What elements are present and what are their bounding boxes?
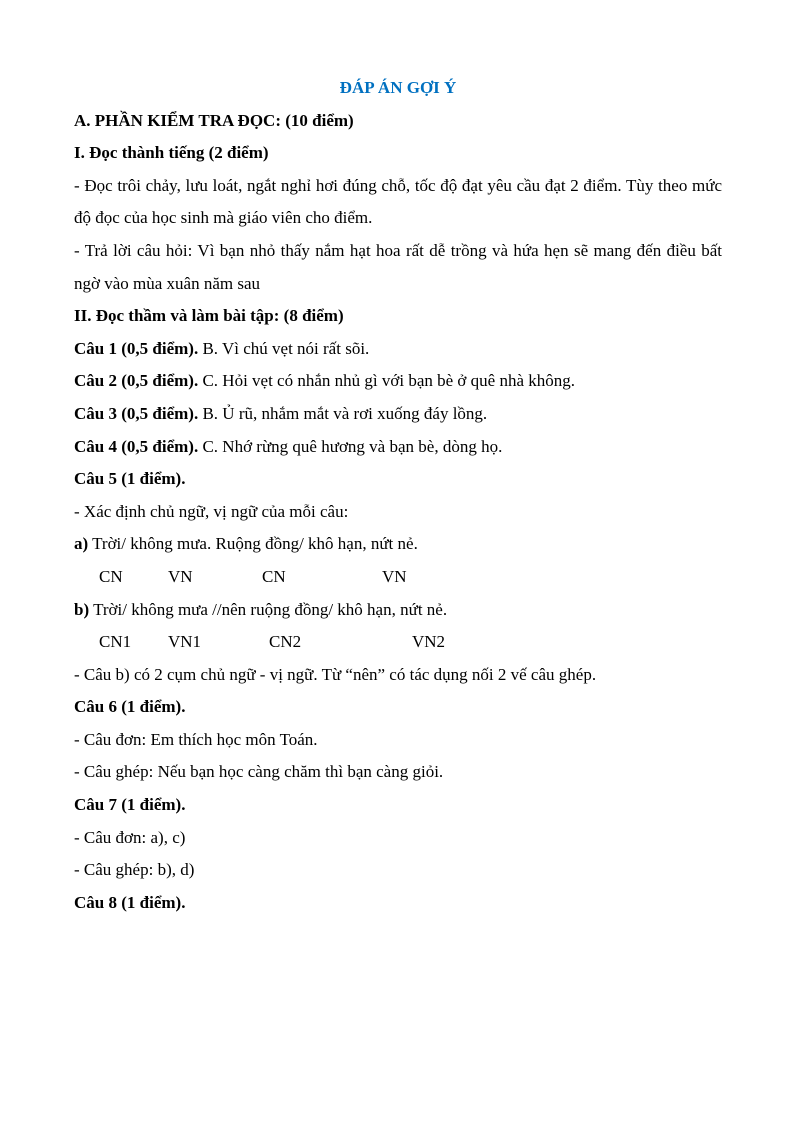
grammar-mark: CN bbox=[99, 566, 123, 586]
heading-part-2: II. Đọc thầm và làm bài tập: (8 điểm) bbox=[74, 306, 344, 326]
answer-cau-4 bbox=[74, 431, 722, 464]
answer-cau-2-text: C. Hỏi vẹt có nhắn nhủ gì với bạn bè ở quê nhà không. bbox=[198, 371, 576, 391]
answer-cau-1-text: B. Vì chú vẹt nói rất sõi. bbox=[198, 338, 370, 358]
cau-6-line-2: - Câu ghép: Nếu bạn học càng chăm thì bạn càng giỏi. bbox=[74, 762, 444, 782]
answer-cau-2-label: Câu 2 (0,5 điểm). bbox=[74, 371, 199, 391]
cau-5-sentence-a bbox=[74, 528, 722, 561]
cau-5-note: - Câu b) có 2 cụm chủ ngữ - vị ngữ. Từ “nên” có tác dụng nối 2 vế câu ghép. bbox=[74, 664, 597, 684]
cau-7-line-1: - Câu đơn: a), c) bbox=[74, 827, 186, 847]
grammar-mark: CN bbox=[262, 566, 286, 586]
answer-cau-6-label: Câu 6 (1 điểm). bbox=[74, 697, 186, 717]
cau-5-a-label: a) bbox=[74, 534, 89, 554]
answer-cau-7-label: Câu 7 (1 điểm). bbox=[74, 795, 186, 815]
grammar-mark: VN2 bbox=[412, 632, 446, 652]
para-reading-fluency: - Đọc trôi chảy, lưu loát, ngắt nghỉ hơi đúng chỗ, tốc độ đạt yêu cầu đạt 2 điểm. Tùy theo mức độ đọc của học sinh mà giáo viên cho điểm. bbox=[74, 175, 722, 228]
grammar-mark: VN bbox=[168, 566, 193, 586]
cau-5-a-text: Trời/ không mưa. Ruộng đồng/ khô hạn, nứt nẻ. bbox=[88, 534, 418, 554]
heading-part-1: I. Đọc thành tiếng (2 điểm) bbox=[74, 143, 269, 163]
cau-5-sentence-b bbox=[74, 594, 722, 627]
answer-cau-3-text: B. Ủ rũ, nhắm mắt và rơi xuống đáy lồng. bbox=[198, 403, 488, 423]
doc-title: ĐÁP ÁN GỢI Ý bbox=[339, 78, 457, 97]
para-reading-answer: - Trả lời câu hỏi: Vì bạn nhỏ thấy nắm hạt hoa rất dễ trồng và hứa hẹn sẽ mang đến điều bất ngờ vào mùa xuân năm sau bbox=[74, 240, 722, 293]
answer-cau-3-label: Câu 3 (0,5 điểm). bbox=[74, 403, 199, 423]
answer-cau-4-text: C. Nhớ rừng quê hương và bạn bè, dòng họ. bbox=[198, 436, 503, 456]
answer-cau-3 bbox=[74, 398, 722, 431]
answer-cau-8-label: Câu 8 (1 điểm). bbox=[74, 892, 186, 912]
answer-cau-1 bbox=[74, 333, 722, 366]
cau-5-a-marks-row bbox=[74, 561, 722, 594]
cau-7-line-2: - Câu ghép: b), d) bbox=[74, 860, 195, 880]
grammar-mark: VN1 bbox=[168, 632, 202, 652]
answer-cau-2 bbox=[74, 365, 722, 398]
grammar-mark: CN2 bbox=[269, 632, 302, 652]
answer-cau-5-label: Câu 5 (1 điểm). bbox=[74, 469, 186, 489]
cau-5-intro: - Xác định chủ ngữ, vị ngữ của mỗi câu: bbox=[74, 501, 349, 521]
grammar-mark: VN bbox=[382, 566, 407, 586]
cau-6-line-1: - Câu đơn: Em thích học môn Toán. bbox=[74, 729, 318, 749]
cau-5-b-marks-row bbox=[74, 626, 722, 659]
grammar-mark: CN1 bbox=[99, 632, 132, 652]
answer-cau-4-label: Câu 4 (0,5 điểm). bbox=[74, 436, 199, 456]
answer-cau-1-label: Câu 1 (0,5 điểm). bbox=[74, 338, 199, 358]
cau-5-b-text: Trời/ không mưa //nên ruộng đồng/ khô hạn, nứt nẻ. bbox=[89, 599, 448, 619]
heading-section-a: A. PHẦN KIỂM TRA ĐỌC: (10 điểm) bbox=[74, 110, 354, 130]
cau-5-b-label: b) bbox=[74, 599, 90, 619]
